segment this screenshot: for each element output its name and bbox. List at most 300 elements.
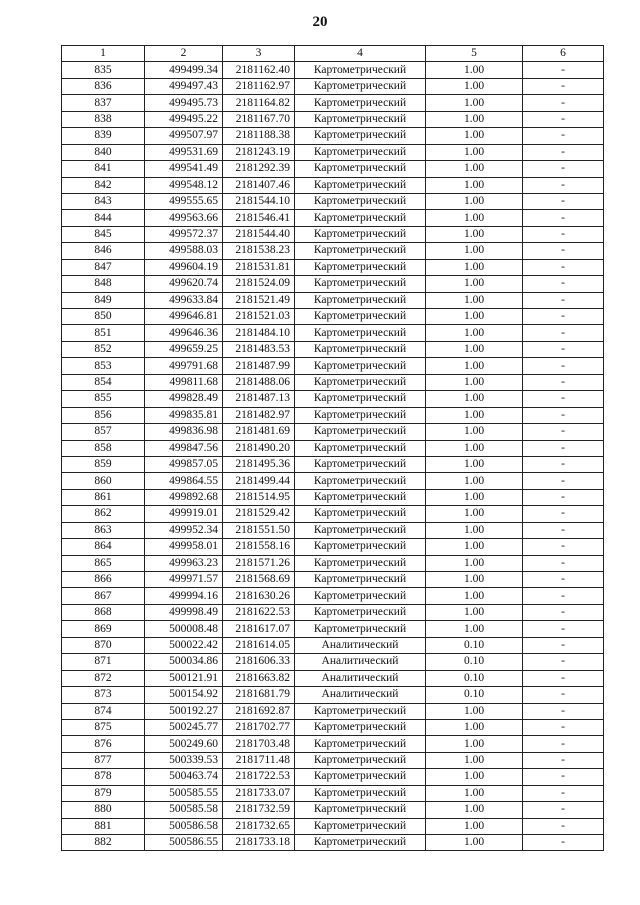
x-coordinate-cell: 500339.53 [145,752,223,768]
note-cell: - [523,637,604,653]
y-coordinate-cell: 2181167.70 [223,111,295,127]
table-row [62,177,604,193]
table-row [62,752,604,768]
point-number-cell: 843 [62,193,145,209]
x-coordinate-cell: 499646.81 [145,309,223,325]
y-coordinate-cell: 2181702.77 [223,719,295,735]
point-number-cell: 874 [62,703,145,719]
point-number-cell: 869 [62,621,145,637]
x-coordinate-cell: 500245.77 [145,719,223,735]
y-coordinate-cell: 2181568.69 [223,572,295,588]
y-coordinate-cell: 2181703.48 [223,736,295,752]
point-number-cell: 879 [62,785,145,801]
point-number-cell: 881 [62,818,145,834]
x-coordinate-cell: 500121.91 [145,670,223,686]
x-coordinate-cell: 499633.84 [145,292,223,308]
method-cell: Картометрический [295,226,426,242]
method-cell: Картометрический [295,111,426,127]
method-cell: Картометрический [295,456,426,472]
y-coordinate-cell: 2181164.82 [223,95,295,111]
note-cell: - [523,374,604,390]
x-coordinate-cell: 499958.01 [145,539,223,555]
y-coordinate-cell: 2181499.44 [223,473,295,489]
x-coordinate-cell: 499507.97 [145,128,223,144]
column-header: 6 [523,46,604,62]
x-coordinate-cell: 499828.49 [145,391,223,407]
point-number-cell: 871 [62,654,145,670]
note-cell: - [523,259,604,275]
point-number-cell: 848 [62,276,145,292]
y-coordinate-cell: 2181732.59 [223,802,295,818]
accuracy-cell: 1.00 [426,719,523,735]
point-number-cell: 836 [62,78,145,94]
y-coordinate-cell: 2181162.97 [223,78,295,94]
note-cell: - [523,210,604,226]
method-cell: Картометрический [295,259,426,275]
note-cell: - [523,654,604,670]
point-number-cell: 857 [62,424,145,440]
method-cell: Картометрический [295,374,426,390]
y-coordinate-cell: 2181162.40 [223,62,295,78]
accuracy-cell: 1.00 [426,210,523,226]
y-coordinate-cell: 2181733.18 [223,835,295,851]
y-coordinate-cell: 2181711.48 [223,752,295,768]
y-coordinate-cell: 2181617.07 [223,621,295,637]
accuracy-cell: 1.00 [426,473,523,489]
method-cell: Картометрический [295,407,426,423]
y-coordinate-cell: 2181488.06 [223,374,295,390]
note-cell: - [523,391,604,407]
point-number-cell: 835 [62,62,145,78]
x-coordinate-cell: 499495.73 [145,95,223,111]
page-number: 20 [312,14,328,30]
method-cell: Картометрический [295,703,426,719]
note-cell: - [523,325,604,341]
method-cell: Картометрический [295,572,426,588]
x-coordinate-cell: 499541.49 [145,161,223,177]
note-cell: - [523,62,604,78]
accuracy-cell: 1.00 [426,456,523,472]
y-coordinate-cell: 2181407.46 [223,177,295,193]
note-cell: - [523,802,604,818]
y-coordinate-cell: 2181484.10 [223,325,295,341]
method-cell: Картометрический [295,95,426,111]
accuracy-cell: 1.00 [426,226,523,242]
x-coordinate-cell: 500034.86 [145,654,223,670]
y-coordinate-cell: 2181544.40 [223,226,295,242]
x-coordinate-cell: 500585.55 [145,785,223,801]
point-number-cell: 852 [62,341,145,357]
point-number-cell: 862 [62,506,145,522]
point-number-cell: 856 [62,407,145,423]
method-cell: Картометрический [295,506,426,522]
table-row [62,555,604,571]
method-cell: Картометрический [295,62,426,78]
y-coordinate-cell: 2181622.53 [223,604,295,620]
accuracy-cell: 1.00 [426,128,523,144]
table-row [62,604,604,620]
method-cell: Картометрический [295,161,426,177]
point-number-cell: 855 [62,391,145,407]
accuracy-cell: 1.00 [426,78,523,94]
accuracy-cell: 1.00 [426,161,523,177]
point-number-cell: 854 [62,374,145,390]
method-cell: Картометрический [295,473,426,489]
x-coordinate-cell: 499857.05 [145,456,223,472]
table-row [62,128,604,144]
method-cell: Картометрический [295,769,426,785]
x-coordinate-cell: 499659.25 [145,341,223,357]
accuracy-cell: 1.00 [426,785,523,801]
x-coordinate-cell: 499919.01 [145,506,223,522]
note-cell: - [523,161,604,177]
note-cell: - [523,835,604,851]
point-number-cell: 878 [62,769,145,785]
accuracy-cell: 1.00 [426,62,523,78]
table-row [62,193,604,209]
y-coordinate-cell: 2181606.33 [223,654,295,670]
point-number-cell: 838 [62,111,145,127]
method-cell: Картометрический [295,539,426,555]
column-header: 1 [62,46,145,62]
y-coordinate-cell: 2181482.97 [223,407,295,423]
method-cell: Картометрический [295,818,426,834]
method-cell: Картометрический [295,736,426,752]
note-cell: - [523,555,604,571]
x-coordinate-cell: 499835.81 [145,407,223,423]
point-number-cell: 842 [62,177,145,193]
point-number-cell: 840 [62,144,145,160]
table-row [62,654,604,670]
y-coordinate-cell: 2181538.23 [223,243,295,259]
table-header [62,46,604,62]
y-coordinate-cell: 2181681.79 [223,687,295,703]
note-cell: - [523,128,604,144]
x-coordinate-cell: 499572.37 [145,226,223,242]
x-coordinate-cell: 500585.58 [145,802,223,818]
x-coordinate-cell: 499892.68 [145,489,223,505]
point-number-cell: 872 [62,670,145,686]
accuracy-cell: 1.00 [426,604,523,620]
x-coordinate-cell: 500249.60 [145,736,223,752]
note-cell: - [523,243,604,259]
point-number-cell: 860 [62,473,145,489]
accuracy-cell: 1.00 [426,259,523,275]
note-cell: - [523,687,604,703]
method-cell: Картометрический [295,752,426,768]
method-cell: Аналитический [295,654,426,670]
note-cell: - [523,522,604,538]
x-coordinate-cell: 499836.98 [145,424,223,440]
point-number-cell: 844 [62,210,145,226]
y-coordinate-cell: 2181487.99 [223,358,295,374]
column-header: 2 [145,46,223,62]
method-cell: Картометрический [295,424,426,440]
table-row [62,736,604,752]
note-cell: - [523,276,604,292]
method-cell: Картометрический [295,193,426,209]
table-row [62,769,604,785]
point-number-cell: 867 [62,588,145,604]
table-row [62,703,604,719]
table-row [62,473,604,489]
accuracy-cell: 0.10 [426,670,523,686]
table-row [62,210,604,226]
accuracy-cell: 1.00 [426,193,523,209]
method-cell: Картометрический [295,243,426,259]
x-coordinate-cell: 499994.16 [145,588,223,604]
note-cell: - [523,539,604,555]
note-cell: - [523,752,604,768]
method-cell: Картометрический [295,276,426,292]
note-cell: - [523,193,604,209]
table-row [62,276,604,292]
accuracy-cell: 1.00 [426,440,523,456]
point-number-cell: 847 [62,259,145,275]
method-cell: Картометрический [295,177,426,193]
accuracy-cell: 1.00 [426,506,523,522]
accuracy-cell: 1.00 [426,144,523,160]
x-coordinate-cell: 499531.69 [145,144,223,160]
x-coordinate-cell: 499495.22 [145,111,223,127]
note-cell: - [523,572,604,588]
method-cell: Картометрический [295,835,426,851]
x-coordinate-cell: 499811.68 [145,374,223,390]
note-cell: - [523,292,604,308]
x-coordinate-cell: 500586.55 [145,835,223,851]
note-cell: - [523,424,604,440]
x-coordinate-cell: 499646.36 [145,325,223,341]
method-cell: Картометрический [295,341,426,357]
accuracy-cell: 1.00 [426,358,523,374]
y-coordinate-cell: 2181529.42 [223,506,295,522]
y-coordinate-cell: 2181243.19 [223,144,295,160]
y-coordinate-cell: 2181521.03 [223,309,295,325]
point-number-cell: 861 [62,489,145,505]
note-cell: - [523,144,604,160]
y-coordinate-cell: 2181663.82 [223,670,295,686]
point-number-cell: 876 [62,736,145,752]
accuracy-cell: 1.00 [426,407,523,423]
table-row [62,588,604,604]
point-number-cell: 849 [62,292,145,308]
accuracy-cell: 1.00 [426,341,523,357]
y-coordinate-cell: 2181495.36 [223,456,295,472]
x-coordinate-cell: 499620.74 [145,276,223,292]
table-row [62,374,604,390]
y-coordinate-cell: 2181558.16 [223,539,295,555]
note-cell: - [523,78,604,94]
method-cell: Аналитический [295,687,426,703]
note-cell: - [523,604,604,620]
accuracy-cell: 1.00 [426,374,523,390]
table-row [62,358,604,374]
point-number-cell: 866 [62,572,145,588]
method-cell: Картометрический [295,144,426,160]
x-coordinate-cell: 499864.55 [145,473,223,489]
y-coordinate-cell: 2181292.39 [223,161,295,177]
header-row [62,46,604,62]
accuracy-cell: 0.10 [426,687,523,703]
x-coordinate-cell: 499555.65 [145,193,223,209]
method-cell: Картометрический [295,802,426,818]
accuracy-cell: 1.00 [426,539,523,555]
table-row [62,719,604,735]
x-coordinate-cell: 499952.34 [145,522,223,538]
point-number-cell: 841 [62,161,145,177]
table-row [62,144,604,160]
point-number-cell: 868 [62,604,145,620]
note-cell: - [523,588,604,604]
method-cell: Картометрический [295,391,426,407]
method-cell: Аналитический [295,670,426,686]
accuracy-cell: 1.00 [426,818,523,834]
point-number-cell: 859 [62,456,145,472]
y-coordinate-cell: 2181188.38 [223,128,295,144]
accuracy-cell: 1.00 [426,752,523,768]
accuracy-cell: 1.00 [426,292,523,308]
note-cell: - [523,736,604,752]
point-number-cell: 870 [62,637,145,653]
table-row [62,391,604,407]
accuracy-cell: 1.00 [426,309,523,325]
note-cell: - [523,473,604,489]
y-coordinate-cell: 2181546.41 [223,210,295,226]
y-coordinate-cell: 2181487.13 [223,391,295,407]
method-cell: Картометрический [295,555,426,571]
table-row [62,802,604,818]
x-coordinate-cell: 500586.58 [145,818,223,834]
x-coordinate-cell: 499963.23 [145,555,223,571]
x-coordinate-cell: 500192.27 [145,703,223,719]
table-row [62,539,604,555]
table-row [62,687,604,703]
y-coordinate-cell: 2181551.50 [223,522,295,538]
point-number-cell: 846 [62,243,145,259]
table-row [62,78,604,94]
note-cell: - [523,309,604,325]
note-cell: - [523,719,604,735]
accuracy-cell: 0.10 [426,654,523,670]
accuracy-cell: 1.00 [426,243,523,259]
point-number-cell: 865 [62,555,145,571]
method-cell: Картометрический [295,358,426,374]
y-coordinate-cell: 2181571.26 [223,555,295,571]
y-coordinate-cell: 2181531.81 [223,259,295,275]
x-coordinate-cell: 499604.19 [145,259,223,275]
accuracy-cell: 1.00 [426,522,523,538]
point-number-cell: 863 [62,522,145,538]
x-coordinate-cell: 500008.48 [145,621,223,637]
point-number-cell: 845 [62,226,145,242]
x-coordinate-cell: 499548.12 [145,177,223,193]
method-cell: Картометрический [295,604,426,620]
method-cell: Картометрический [295,785,426,801]
y-coordinate-cell: 2181544.10 [223,193,295,209]
point-number-cell: 864 [62,539,145,555]
accuracy-cell: 1.00 [426,555,523,571]
x-coordinate-cell: 499971.57 [145,572,223,588]
accuracy-cell: 1.00 [426,424,523,440]
note-cell: - [523,818,604,834]
point-number-cell: 882 [62,835,145,851]
x-coordinate-cell: 499497.43 [145,78,223,94]
method-cell: Картометрический [295,588,426,604]
method-cell: Картометрический [295,325,426,341]
table-row [62,572,604,588]
table-row [62,243,604,259]
accuracy-cell: 1.00 [426,802,523,818]
accuracy-cell: 1.00 [426,572,523,588]
note-cell: - [523,489,604,505]
method-cell: Картометрический [295,210,426,226]
method-cell: Картометрический [295,621,426,637]
accuracy-cell: 1.00 [426,621,523,637]
accuracy-cell: 1.00 [426,703,523,719]
accuracy-cell: 1.00 [426,95,523,111]
method-cell: Картометрический [295,489,426,505]
note-cell: - [523,621,604,637]
table-row [62,456,604,472]
method-cell: Картометрический [295,292,426,308]
accuracy-cell: 1.00 [426,177,523,193]
y-coordinate-cell: 2181722.53 [223,769,295,785]
method-cell: Картометрический [295,522,426,538]
table-body [62,62,604,851]
note-cell: - [523,407,604,423]
y-coordinate-cell: 2181692.87 [223,703,295,719]
x-coordinate-cell: 499998.49 [145,604,223,620]
point-number-cell: 853 [62,358,145,374]
accuracy-cell: 1.00 [426,325,523,341]
method-cell: Картометрический [295,309,426,325]
note-cell: - [523,670,604,686]
x-coordinate-cell: 499563.66 [145,210,223,226]
point-number-cell: 880 [62,802,145,818]
table-row [62,226,604,242]
table-row [62,407,604,423]
table-row [62,670,604,686]
table-row [62,818,604,834]
table-row [62,637,604,653]
accuracy-cell: 1.00 [426,111,523,127]
table-row [62,440,604,456]
y-coordinate-cell: 2181524.09 [223,276,295,292]
table-row [62,62,604,78]
table-row [62,835,604,851]
column-header: 4 [295,46,426,62]
accuracy-cell: 1.00 [426,489,523,505]
point-number-cell: 839 [62,128,145,144]
method-cell: Аналитический [295,637,426,653]
y-coordinate-cell: 2181483.53 [223,341,295,357]
table-row [62,621,604,637]
point-number-cell: 851 [62,325,145,341]
x-coordinate-cell: 499847.56 [145,440,223,456]
table-row [62,95,604,111]
accuracy-cell: 1.00 [426,391,523,407]
note-cell: - [523,456,604,472]
point-number-cell: 837 [62,95,145,111]
table-row [62,309,604,325]
method-cell: Картометрический [295,719,426,735]
accuracy-cell: 1.00 [426,588,523,604]
table-row [62,785,604,801]
table-row [62,111,604,127]
table-row [62,292,604,308]
accuracy-cell: 0.10 [426,637,523,653]
point-number-cell: 875 [62,719,145,735]
